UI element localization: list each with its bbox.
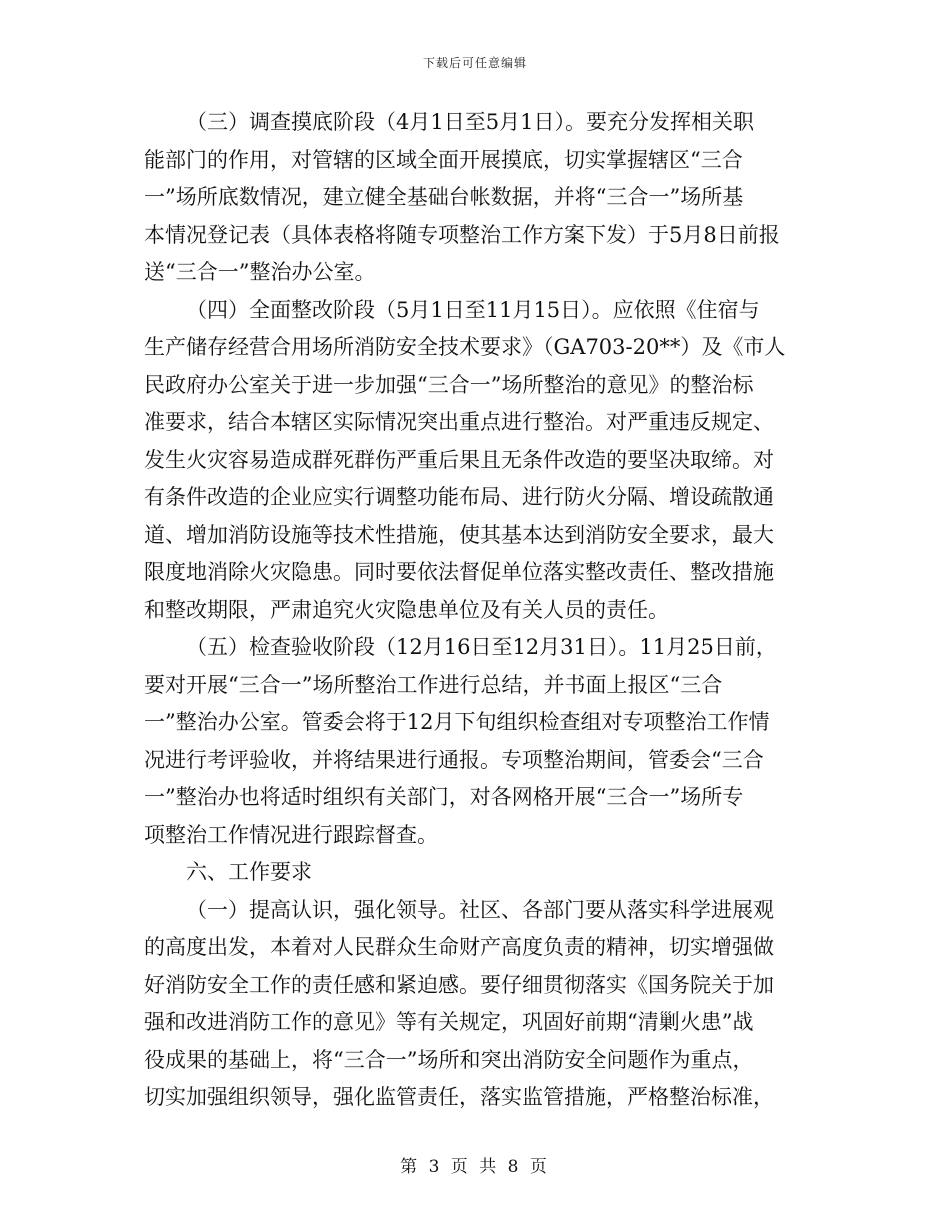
paragraph-stage-four — [144, 292, 808, 630]
text-line: 生产储存经营合用场所消防安全技术要求》（GA703-20**）及《市人 — [144, 335, 786, 359]
text-line: 切实加强组织领导，强化监管责任，落实监管措施，严格整治标准， — [144, 1085, 774, 1109]
text-line: 一”整治办也将适时组织有关部门，对各网格开展“三合一”场所专 — [144, 785, 744, 809]
section-heading-work-requirements — [144, 854, 808, 892]
text-line: 的高度出发，本着对人民群众生命财产高度负责的精神，切实增强做 — [144, 935, 774, 959]
text-line: 况进行考评验收，并将结果进行通报。专项整治期间，管委会“三合 — [144, 747, 764, 772]
text-line: 送“三合一”整治办公室。 — [144, 260, 376, 284]
text-line: 发生火灾容易造成群死群伤严重后果且无条件改造的要坚决取缔。对 — [144, 447, 774, 472]
text-line: 一”场所底数情况，建立健全基础台帐数据，并将“三合一”场所基 — [144, 185, 744, 209]
page-header: 下载后可任意编辑 — [422, 56, 527, 70]
text-line: 能部门的作用，对管辖的区域全面开展摸底，切实掌握辖区“三合 — [144, 147, 743, 172]
heading-line: 六、工作要求 — [186, 860, 312, 884]
text-line: 有条件改造的企业应实行调整功能布局、进行防火分隔、增设疏散通 — [144, 485, 774, 509]
text-line: （四）全面整改阶段（5月1日至11月15日）。应依照《住宿与 — [186, 297, 760, 322]
text-line: 役成果的基础上，将“三合一”场所和突出消防安全问题作为重点， — [144, 1047, 754, 1072]
text-line: （一）提高认识，强化领导。社区、各部门要从落实科学进展观 — [186, 897, 774, 922]
paragraph-requirement-one — [144, 892, 808, 1117]
text-line: 要对开展“三合一”场所整治工作进行总结，并书面上报区“三合 — [144, 672, 723, 697]
text-line: （三）调查摸底阶段（4月1日至5月1日）。要充分发挥相关职 — [186, 110, 754, 134]
text-line: 道、增加消防设施等技术性措施，使其基本达到消防安全要求，最大 — [144, 522, 774, 547]
text-line: 一”整治办公室。管委会将于12月下旬组织检查组对专项整治工作情 — [144, 710, 770, 734]
paragraph-stage-five — [144, 629, 808, 854]
text-line: （五）检查验收阶段（12月16日至12月31日）。11月25日前， — [186, 635, 777, 659]
paragraph-stage-three — [144, 104, 808, 292]
text-line: 本情况登记表（具体表格将随专项整治工作方案下发）于5月8日前报 — [144, 222, 780, 247]
document-body — [144, 104, 808, 1117]
text-line: 民政府办公室关于进一步加强“三合一”场所整治的意见》的整治标 — [144, 372, 754, 397]
text-line: 好消防安全工作的责任感和紧迫感。要仔细贯彻落实《国务院关于加 — [144, 972, 774, 997]
text-line: 准要求，结合本辖区实际情况突出重点进行整治。对严重违反规定、 — [144, 410, 774, 434]
page-number: 第 3 页 共 8 页 — [400, 1157, 550, 1177]
text-line: 项整治工作情况进行跟踪督查。 — [144, 822, 438, 847]
text-line: 和整改期限，严肃追究火灾隐患单位及有关人员的责任。 — [144, 597, 669, 622]
text-line: 强和改进消防工作的意见》等有关规定，巩固好前期“清剿火患”战 — [144, 1010, 754, 1034]
text-line: 限度地消除火灾隐患。同时要依法督促单位落实整改责任、整改措施 — [144, 560, 774, 584]
